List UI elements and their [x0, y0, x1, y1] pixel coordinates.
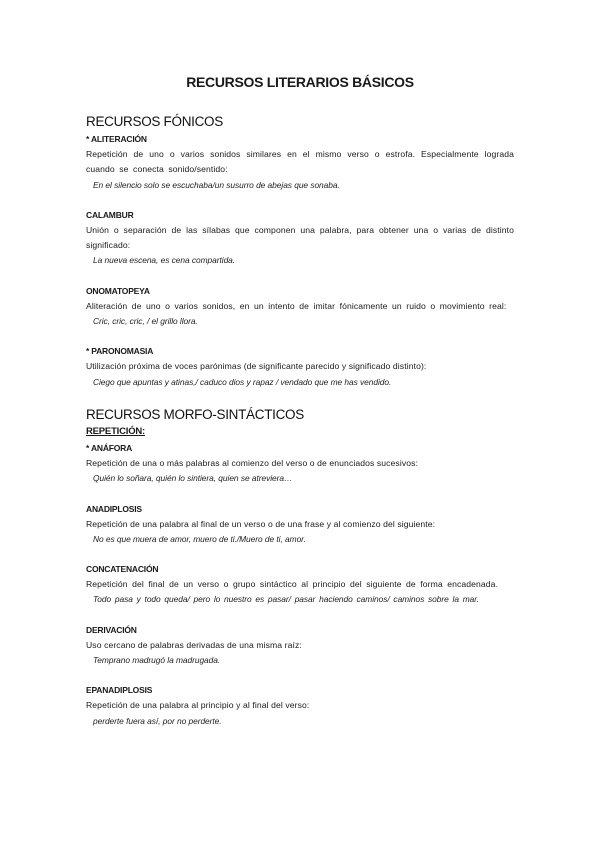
- document-title: RECURSOS LITERARIOS BÁSICOS: [186, 74, 414, 90]
- entry-derivacion: [86, 622, 514, 669]
- entry-description: Utilización próxima de voces parónimas (de significante parecido y significado distinto):: [86, 361, 427, 372]
- entry-description: Repetición de una palabra al final de un verso o de una frase y al comienzo del siguiente:: [86, 518, 436, 529]
- entry-description: Repetición del final de un verso o grupo sintáctico al principio del siguiente de forma encadenada.: [86, 579, 499, 590]
- entry-concatenacion: [86, 561, 514, 608]
- entry-anafora: [86, 440, 514, 487]
- section-recursos-morfosintacticos: [86, 406, 514, 729]
- section-heading: RECURSOS FÓNICOS: [86, 114, 223, 129]
- entry-name: * ALITERACIÓN: [86, 134, 147, 144]
- entry-example: No es que muera de amor, muero de ti./Muero de ti, amor.: [93, 533, 306, 544]
- entry-description: Repetición de una o más palabras al comienzo del verso o de enunciados sucesivos:: [86, 457, 418, 468]
- entry-example: En el silencio solo se escuchaba/un susurro de abejas que sonaba.: [93, 179, 340, 190]
- entry-description: Repetición de una palabra al principio y al final del verso:: [86, 700, 310, 711]
- document-content: [86, 113, 514, 743]
- entry-example: Ciego que apuntas y atinas,/ caduco dios y rapaz / vendado que me has vendido.: [93, 376, 392, 387]
- entry-name: CONCATENACIÓN: [86, 564, 159, 575]
- entry-onomatopeya: [86, 283, 514, 330]
- entry-example: Quién lo soñara, quién lo sintiera, quien se atreviera…: [93, 473, 293, 484]
- entry-example: Cric, cric, cric, / el grillo llora.: [93, 316, 198, 327]
- entry-name: EPANADIPLOSIS: [86, 685, 153, 696]
- section-heading: RECURSOS MORFO-SINTÁCTICOS: [86, 406, 304, 422]
- entry-anadiplosis: [86, 501, 514, 548]
- entry-description: Uso cercano de palabras derivadas de una misma raíz:: [86, 639, 302, 650]
- entry-name: DERIVACIÓN: [86, 624, 137, 635]
- entry-description: Unión o separación de las sílabas que componen una palabra, para obtener una o varias de distinto significado:: [86, 224, 514, 251]
- section-recursos-fonicos: [86, 113, 514, 390]
- entry-epanadiplosis: [86, 682, 514, 729]
- entry-name: CALAMBUR: [86, 209, 134, 220]
- entry-paronomasia: [86, 343, 514, 390]
- entry-name: * PARONOMASIA: [86, 346, 154, 357]
- entry-name: * ANÁFORA: [86, 442, 133, 453]
- entry-aliteracion: [86, 131, 514, 193]
- entry-calambur: [86, 207, 514, 269]
- entry-description: Repetición de uno o varios sonidos similares en el mismo verso o estrofa. Especialmente lograda cuando se conecta sonido/sentido:: [86, 149, 514, 175]
- subsection-heading-repeticion: REPETICIÓN:: [86, 425, 146, 437]
- entry-example: La nueva escena, es cena compartida.: [93, 255, 236, 266]
- entry-example: Temprano madrugó la madrugada.: [93, 655, 221, 666]
- entry-example: perderte fuera así, por no perderte.: [93, 715, 222, 726]
- entry-description: Aliteración de uno o varios sonidos, en un intento de imitar fónicamente un ruido o movimiento real:: [86, 300, 507, 311]
- entry-name: ONOMATOPEYA: [86, 285, 150, 296]
- entry-name: ANADIPLOSIS: [86, 503, 142, 514]
- entry-example: Todo pasa y todo queda/ pero lo nuestro es pasar/ pasar haciendo caminos/ caminos sobre la mar.: [93, 594, 479, 605]
